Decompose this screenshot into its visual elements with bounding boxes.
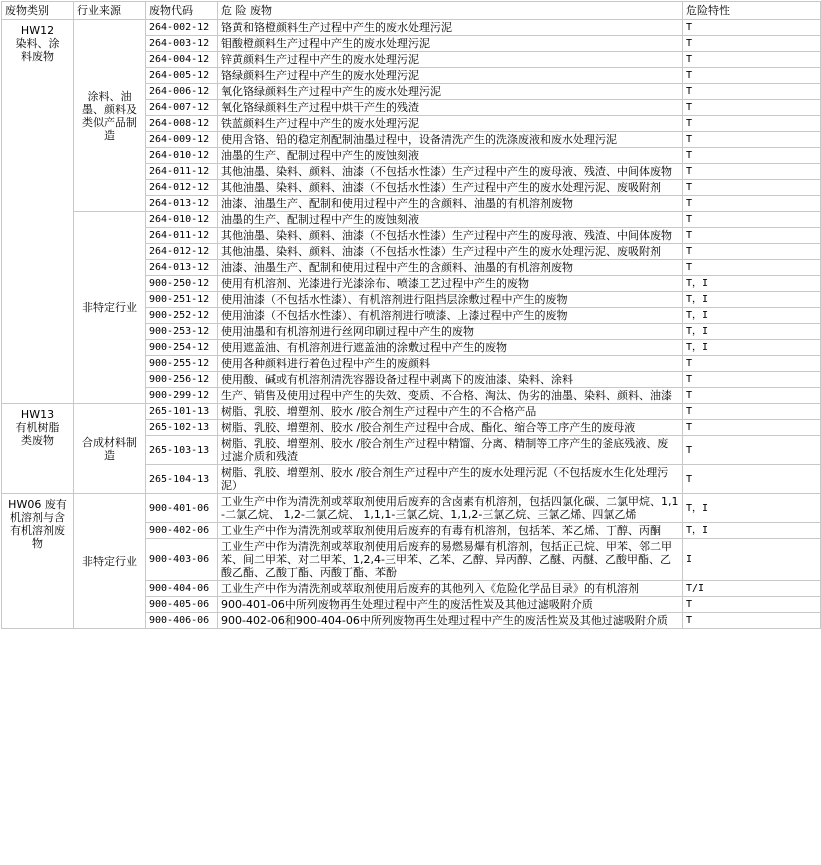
table-row: [2, 20, 821, 36]
hazard-property-cell: T: [683, 356, 821, 372]
header-category: 废物类别: [2, 2, 74, 20]
hazard-property-cell: T: [683, 116, 821, 132]
waste-code-cell: 900-250-12: [146, 276, 218, 292]
waste-description-cell: 铬绿颜料生产过程中产生的废水处理污泥: [218, 68, 683, 84]
hazard-property-cell: T: [683, 164, 821, 180]
hazard-property-cell: T: [683, 52, 821, 68]
hazard-property-cell: T: [683, 84, 821, 100]
waste-description-cell: 氧化铬绿颜料生产过程中产生的废水处理污泥: [218, 84, 683, 100]
industry-source-cell: 合成材料制造: [74, 404, 146, 494]
hazard-property-cell: T，I: [683, 308, 821, 324]
waste-description-cell: 铬黄和铬橙颜料生产过程中产生的废水处理污泥: [218, 20, 683, 36]
waste-category-cell: [2, 494, 74, 629]
waste-code-cell: 265-102-13: [146, 420, 218, 436]
waste-code-cell: 900-255-12: [146, 356, 218, 372]
header-row: [2, 2, 821, 20]
hazard-property-cell: T，I: [683, 340, 821, 356]
hazard-property-cell: I: [683, 539, 821, 581]
hazard-property-cell: T: [683, 100, 821, 116]
hazard-property-cell: T: [683, 212, 821, 228]
waste-code-cell: 264-002-12: [146, 20, 218, 36]
waste-description-cell: 其他油墨、染料、颜料、油漆（不包括水性漆）生产过程中产生的废水处理污泥、废吸附剂: [218, 244, 683, 260]
header-description: 危 险 废物: [218, 2, 683, 20]
hazard-property-cell: T: [683, 36, 821, 52]
waste-description-cell: 使用油漆（不包括水性漆）、有机溶剂进行阻挡层涂敷过程中产生的废物: [218, 292, 683, 308]
waste-category-text: 有机树脂: [15, 421, 60, 434]
waste-description-cell: 油墨的生产、配制过程中产生的废蚀刻液: [218, 148, 683, 164]
waste-code-cell: 900-256-12: [146, 372, 218, 388]
table-row: [2, 404, 821, 420]
hazard-property-cell: T: [683, 388, 821, 404]
waste-code-cell: 900-254-12: [146, 340, 218, 356]
waste-code-cell: 264-010-12: [146, 212, 218, 228]
hazard-property-cell: T，I: [683, 292, 821, 308]
waste-code-cell: 264-007-12: [146, 100, 218, 116]
waste-description-cell: 使用各种颜料进行着色过程中产生的废颜料: [218, 356, 683, 372]
waste-description-cell: 氧化铬绿颜料生产过程中烘干产生的残渣: [218, 100, 683, 116]
waste-code-cell: 900-402-06: [146, 523, 218, 539]
hazard-property-cell: T: [683, 244, 821, 260]
waste-category-text: HW13: [20, 408, 55, 421]
waste-description-cell: 树脂、乳胶、增塑剂、胶水 /胶合剂生产过程中产生的废水处理污泥（不包括废水生化处理污泥）: [218, 465, 683, 494]
industry-source-cell: 涂料、油墨、颜料及类似产品制造: [74, 20, 146, 212]
waste-category-text: HW12: [20, 24, 55, 37]
waste-description-cell: 工业生产中作为清洗剂或萃取剂使用后废弃的含卤素有机溶剂，包括四氯化碳、二氯甲烷、1,1-二氯乙烷、 1,2-二氯乙烷、 1,1,1-三氯乙烷、1,1,2-三氯乙烷、三氯乙烯、四氯乙烯: [218, 494, 683, 523]
waste-code-cell: 264-008-12: [146, 116, 218, 132]
waste-category-text: 类废物: [21, 434, 54, 447]
waste-code-cell: 264-009-12: [146, 132, 218, 148]
header-code: 废物代码: [146, 2, 218, 20]
waste-description-cell: 使用油漆（不包括水性漆）、有机溶剂进行喷漆、上漆过程中产生的废物: [218, 308, 683, 324]
table-row: [2, 494, 821, 523]
waste-code-cell: 264-006-12: [146, 84, 218, 100]
hazard-property-cell: T: [683, 132, 821, 148]
waste-category-text: 料废物: [21, 50, 54, 63]
hazard-property-cell: T，I: [683, 494, 821, 523]
waste-category-text: 染料、涂: [15, 37, 60, 50]
hazard-property-cell: T: [683, 196, 821, 212]
waste-description-cell: 其他油墨、染料、颜料、油漆（不包括水性漆）生产过程中产生的废母液、残渣、中间体废物: [218, 228, 683, 244]
waste-code-cell: 900-299-12: [146, 388, 218, 404]
hazard-property-cell: T: [683, 420, 821, 436]
hazard-property-cell: T: [683, 148, 821, 164]
hazard-property-cell: T: [683, 597, 821, 613]
waste-description-cell: 使用有机溶剂、光漆进行光漆涂布、喷漆工艺过程中产生的废物: [218, 276, 683, 292]
waste-description-cell: 树脂、乳胶、增塑剂、胶水 /胶合剂生产过程中合成、酯化、缩合等工序产生的废母液: [218, 420, 683, 436]
waste-code-cell: 900-404-06: [146, 581, 218, 597]
hazard-property-cell: T: [683, 372, 821, 388]
hazard-property-cell: T: [683, 613, 821, 629]
waste-description-cell: 使用遮盖油、有机溶剂进行遮盖油的涂敷过程中产生的废物: [218, 340, 683, 356]
hazard-property-cell: T: [683, 228, 821, 244]
hazard-property-cell: T，I: [683, 324, 821, 340]
waste-description-cell: 工业生产中作为清洗剂或萃取剂使用后废弃的其他列入《危险化学品目录》的有机溶剂: [218, 581, 683, 597]
waste-description-cell: 900-402-06和900-404-06中所列废物再生处理过程中产生的废活性炭及其他过滤吸附介质: [218, 613, 683, 629]
waste-description-cell: 使用含铬、铅的稳定剂配制油墨过程中，设备清洗产生的洗涤废液和废水处理污泥: [218, 132, 683, 148]
waste-description-cell: 使用酸、碱或有机溶剂清洗容器设备过程中剥离下的废油漆、染料、涂料: [218, 372, 683, 388]
waste-description-cell: 生产、销售及使用过程中产生的失效、变质、不合格、淘汰、伪劣的油墨、染料、颜料、油漆: [218, 388, 683, 404]
waste-code-cell: 264-010-12: [146, 148, 218, 164]
waste-code-cell: 264-004-12: [146, 52, 218, 68]
hazard-property-cell: T: [683, 436, 821, 465]
hazard-property-cell: T: [683, 180, 821, 196]
waste-description-cell: 工业生产中作为清洗剂或萃取剂使用后废弃的易燃易爆有机溶剂，包括正己烷、甲苯、邻二甲苯、间二甲苯、对二甲苯、1,2,4-三甲苯、乙苯、乙醇、异丙醇、乙醚、丙醚、乙酸甲酯、乙酸乙酯、乙酸丁酯、丙酸丁酯、苯酚: [218, 539, 683, 581]
waste-code-cell: 264-003-12: [146, 36, 218, 52]
table-body: [2, 20, 821, 629]
waste-description-cell: 其他油墨、染料、颜料、油漆（不包括水性漆）生产过程中产生的废母液、残渣、中间体废物: [218, 164, 683, 180]
hazard-property-cell: T: [683, 465, 821, 494]
waste-description-cell: 工业生产中作为清洗剂或萃取剂使用后废弃的有毒有机溶剂，包括苯、苯乙烯、丁醇、丙酮: [218, 523, 683, 539]
waste-description-cell: 油漆、油墨生产、配制和使用过程中产生的含颜料、油墨的有机溶剂废物: [218, 196, 683, 212]
waste-code-cell: 265-101-13: [146, 404, 218, 420]
waste-code-cell: 264-013-12: [146, 260, 218, 276]
waste-code-cell: 900-403-06: [146, 539, 218, 581]
waste-code-cell: 900-252-12: [146, 308, 218, 324]
waste-code-cell: 264-013-12: [146, 196, 218, 212]
waste-description-cell: 油漆、油墨生产、配制和使用过程中产生的含颜料、油墨的有机溶剂废物: [218, 260, 683, 276]
waste-code-cell: 264-011-12: [146, 228, 218, 244]
waste-description-cell: 锌黄颜料生产过程中产生的废水处理污泥: [218, 52, 683, 68]
waste-code-cell: 900-401-06: [146, 494, 218, 523]
waste-code-cell: 900-405-06: [146, 597, 218, 613]
waste-description-cell: 900-401-06中所列废物再生处理过程中产生的废活性炭及其他过滤吸附介质: [218, 597, 683, 613]
waste-code-cell: 265-104-13: [146, 465, 218, 494]
waste-code-cell: 900-253-12: [146, 324, 218, 340]
hazard-property-cell: T，I: [683, 523, 821, 539]
waste-description-cell: 铁蓝颜料生产过程中产生的废水处理污泥: [218, 116, 683, 132]
waste-code-cell: 900-406-06: [146, 613, 218, 629]
waste-category-cell: [2, 404, 74, 494]
hazardous-waste-table: [1, 1, 821, 629]
waste-description-cell: 树脂、乳胶、增塑剂、胶水 /胶合剂生产过程中产生的不合格产品: [218, 404, 683, 420]
header-property: 危险特性: [683, 2, 821, 20]
hazard-property-cell: T: [683, 20, 821, 36]
waste-description-cell: 油墨的生产、配制过程中产生的废蚀刻液: [218, 212, 683, 228]
waste-description-cell: 钼酸橙颜料生产过程中产生的废水处理污泥: [218, 36, 683, 52]
hazard-property-cell: T: [683, 68, 821, 84]
waste-code-cell: 900-251-12: [146, 292, 218, 308]
waste-code-cell: 264-011-12: [146, 164, 218, 180]
industry-source-cell: 非特定行业: [74, 494, 146, 629]
hazard-property-cell: T: [683, 404, 821, 420]
waste-code-cell: 264-005-12: [146, 68, 218, 84]
waste-category-text: HW06 废有机溶剂与含有机溶剂废物: [8, 498, 67, 550]
industry-source-cell: 非特定行业: [74, 212, 146, 404]
header-source: 行业来源: [74, 2, 146, 20]
waste-description-cell: 其他油墨、染料、颜料、油漆（不包括水性漆）生产过程中产生的废水处理污泥、废吸附剂: [218, 180, 683, 196]
waste-description-cell: 树脂、乳胶、增塑剂、胶水 /胶合剂生产过程中精馏、分离、精制等工序产生的釜底残液、废过滤介质和残渣: [218, 436, 683, 465]
waste-code-cell: 264-012-12: [146, 180, 218, 196]
waste-description-cell: 使用油墨和有机溶剂进行丝网印刷过程中产生的废物: [218, 324, 683, 340]
hazard-property-cell: T: [683, 260, 821, 276]
waste-code-cell: 265-103-13: [146, 436, 218, 465]
table-row: [2, 212, 821, 228]
waste-category-cell: [2, 20, 74, 404]
hazard-property-cell: T，I: [683, 276, 821, 292]
hazard-property-cell: T/I: [683, 581, 821, 597]
waste-code-cell: 264-012-12: [146, 244, 218, 260]
